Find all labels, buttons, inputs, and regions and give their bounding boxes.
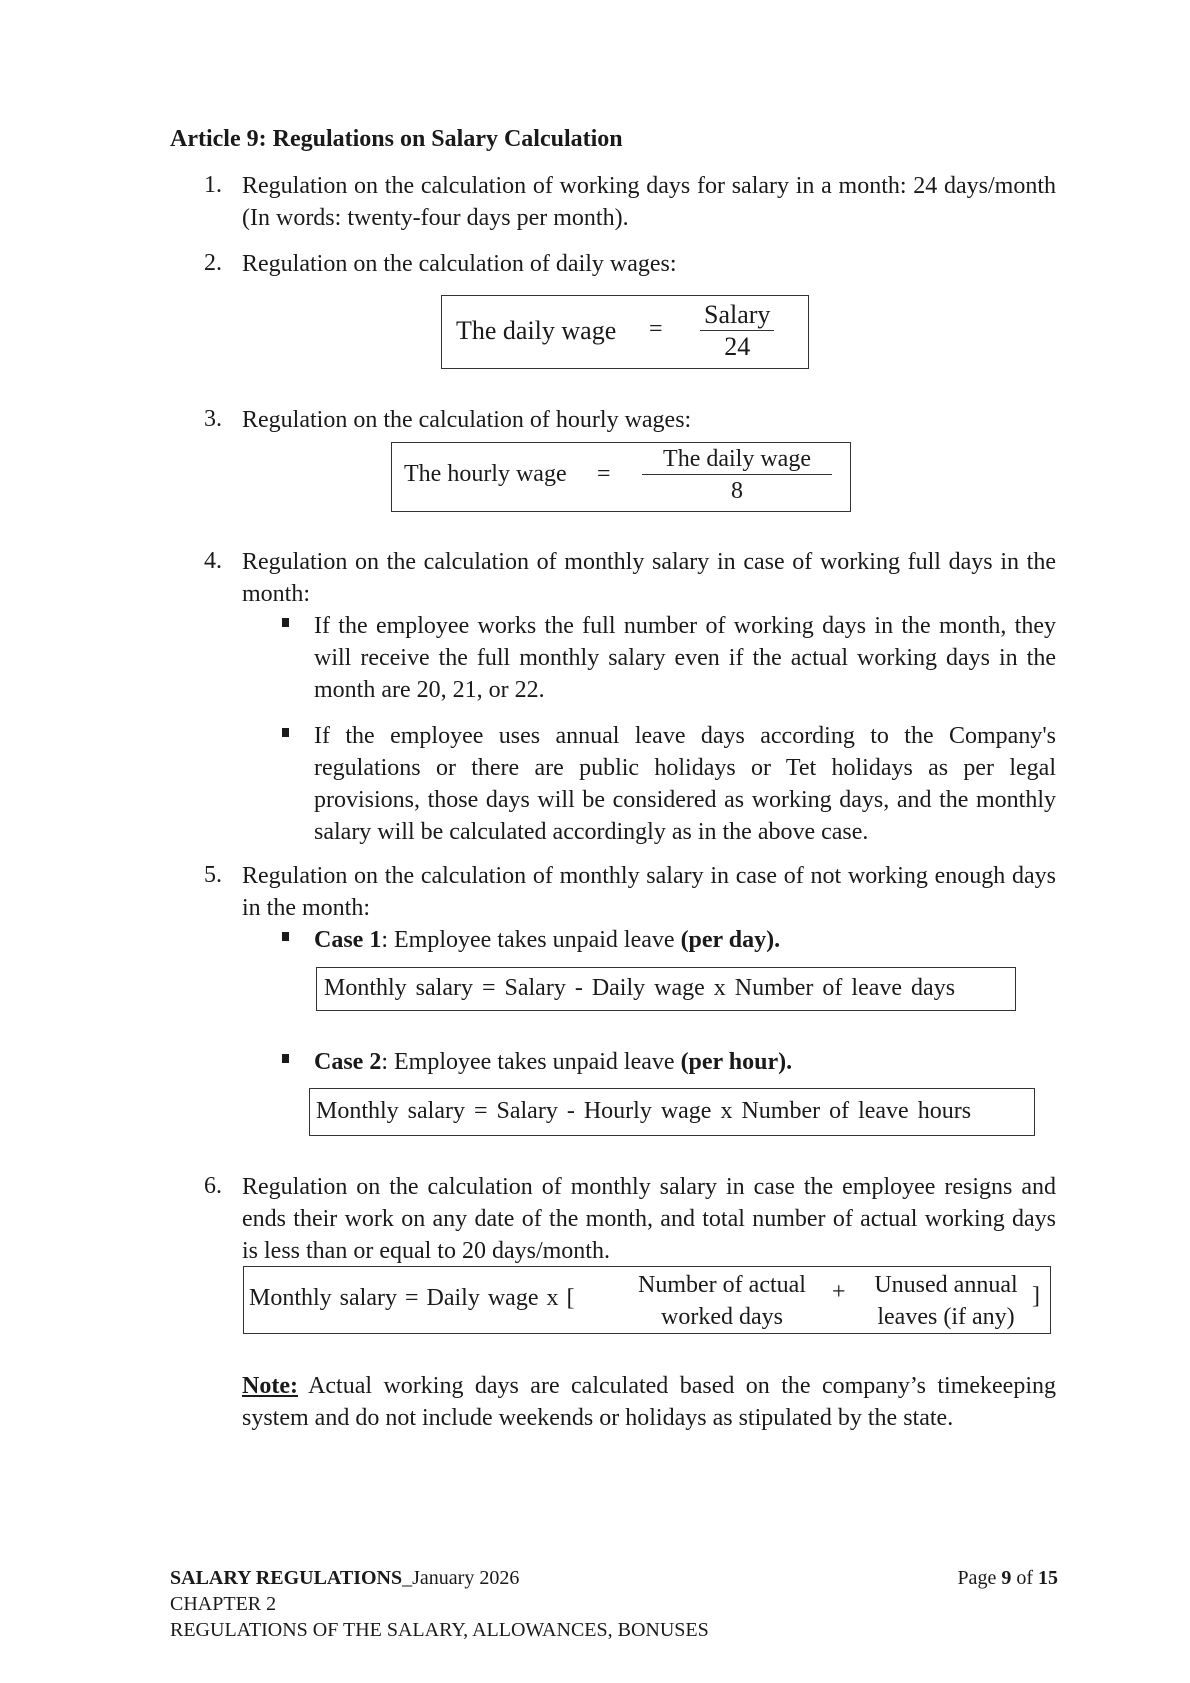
item-number: 2.: [204, 250, 222, 276]
case-unit: (per day).: [680, 927, 781, 953]
term-2-top: Unused annual: [874, 1272, 1018, 1298]
item-4-bullet-2: If the employee uses annual leave days according to the Company's regulations or there are public holidays or Tet holidays as per legal provisions, those days will be considered as working days, and the monthly salary will be calculated accordingly as in the above case.: [314, 723, 1056, 845]
item-number: 3.: [204, 406, 222, 432]
case-unit: (per hour).: [680, 1049, 793, 1075]
item-2-text: Regulation on the calculation of daily wages:: [242, 251, 677, 277]
item-1-text: Regulation on the calculation of working days for salary in a month: 24 days/month (In words: twenty-four days per month).: [242, 173, 1056, 231]
item-number: 6.: [204, 1173, 222, 1199]
footer-chapter: CHAPTER 2: [170, 1593, 277, 1615]
formula-lhs: The daily wage: [456, 316, 617, 345]
item-4-text: Regulation on the calculation of monthly salary in case of working full days in the month:: [242, 549, 1056, 607]
fraction-numerator: Salary: [700, 300, 774, 331]
daily-wage-formula-box: [441, 295, 809, 369]
case-1-formula: Monthly salary = Salary - Daily wage x Number of leave days: [324, 975, 956, 1001]
note-text: Actual working days are calculated based on the company’s timekeeping system and do not include weekends or holidays as stipulated by the state.: [242, 1373, 1056, 1431]
formula-fraction: [642, 444, 832, 507]
formula-plus: +: [832, 1279, 846, 1305]
square-bullet-icon: [282, 932, 289, 941]
formula-term-1: [622, 1269, 822, 1333]
footer-title-bold: SALARY REGULATIONS: [170, 1567, 403, 1589]
case-1-label: Case 1: [314, 927, 382, 953]
item-number: 1.: [204, 172, 222, 198]
formula-equals: =: [649, 316, 663, 342]
formula-equals: =: [597, 461, 611, 487]
square-bullet-icon: [282, 1054, 289, 1063]
case-description: Employee takes unpaid leave: [394, 1049, 681, 1075]
fraction-denominator: 8: [731, 478, 743, 504]
item-6-text: Regulation on the calculation of monthly salary in case the employee resigns and ends their work on any date of the month, and total number of actual working days is less than or equal to 20 days/month.: [242, 1174, 1056, 1264]
square-bullet-icon: [282, 728, 289, 737]
formula-lhs: Monthly salary = Daily wage x [: [249, 1285, 575, 1311]
fraction-numerator: The daily wage: [642, 444, 832, 475]
case-separator: :: [381, 927, 394, 953]
page-total: 15: [1038, 1567, 1058, 1589]
article-title: Article 9: Regulations on Salary Calculation: [170, 126, 623, 152]
formula-fraction: [700, 300, 774, 363]
case-2-label: Case 2: [314, 1049, 382, 1075]
item-number: 4.: [204, 548, 222, 574]
note-paragraph: [242, 1370, 1056, 1434]
page-current: 9: [1001, 1567, 1012, 1589]
fraction-denominator: 24: [724, 332, 751, 361]
footer-doc-title: [170, 1565, 519, 1591]
page-prefix: Page: [957, 1567, 1002, 1589]
formula-lhs: The hourly wage: [404, 461, 567, 487]
footer-title-date: _January 2026: [402, 1567, 520, 1589]
formula-term-2: [856, 1269, 1036, 1333]
term-1-top: Number of actual: [638, 1272, 806, 1298]
page-number: [957, 1565, 1058, 1591]
case-1-formula-box: [316, 967, 1016, 1011]
footer-chapter-title: REGULATIONS OF THE SALARY, ALLOWANCES, BONUSES: [170, 1619, 709, 1641]
case-2-formula-box: [309, 1088, 1035, 1136]
term-2-bottom: leaves (if any): [877, 1304, 1015, 1330]
case-separator: :: [381, 1049, 394, 1075]
hourly-wage-formula-box: [391, 442, 851, 512]
case-1-text: [314, 924, 1056, 956]
case-2-formula: Monthly salary = Salary - Hourly wage x Number of leave hours: [316, 1098, 972, 1124]
formula-close-bracket: ]: [1032, 1283, 1040, 1309]
item-number: 5.: [204, 862, 222, 888]
item-3-text: Regulation on the calculation of hourly wages:: [242, 407, 692, 433]
square-bullet-icon: [282, 618, 289, 627]
case-description: Employee takes unpaid leave: [394, 927, 681, 953]
page-of: of: [1011, 1567, 1038, 1589]
resign-formula-box: [243, 1266, 1051, 1334]
case-2-text: [314, 1046, 1056, 1078]
item-4-bullet-1: If the employee works the full number of working days in the month, they will receive the full monthly salary even if the actual working days in the month are 20, 21, or 22.: [314, 613, 1056, 703]
term-1-bottom: worked days: [661, 1304, 783, 1330]
item-5-text: Regulation on the calculation of monthly salary in case of not working enough days in the month:: [242, 863, 1056, 921]
note-label: Note:: [242, 1373, 298, 1399]
